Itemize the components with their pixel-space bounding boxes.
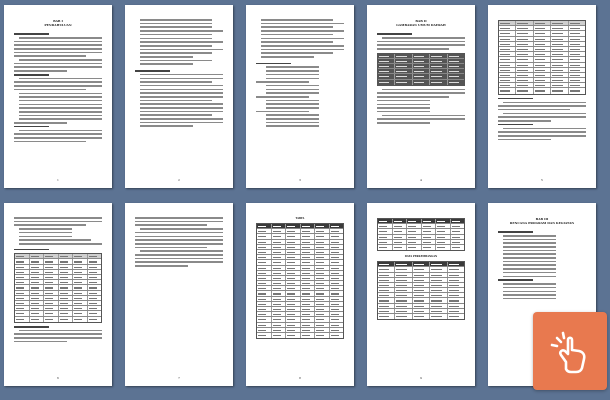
page-body (14, 215, 102, 344)
page-body (135, 17, 223, 129)
page-number: 1 (57, 178, 59, 182)
table-title: TABEL (295, 217, 305, 220)
page-number: 3 (299, 178, 301, 182)
chapter-title: PENDAHULUAN (44, 23, 72, 27)
tap-badge[interactable] (533, 312, 607, 390)
data-table (498, 20, 586, 95)
data-table (14, 253, 102, 322)
page-number: 4 (420, 178, 422, 182)
page-thumbnail-3[interactable] (246, 5, 354, 188)
page-thumbnail-7[interactable] (125, 203, 233, 386)
data-table (256, 223, 344, 339)
page-body (498, 17, 586, 142)
page-number: 9 (420, 376, 422, 380)
chapter-title: RENCANA PROGRAM DAN KEGIATAN (509, 221, 575, 225)
page-body (256, 217, 344, 342)
page-thumbnail-5[interactable] (488, 5, 596, 188)
page-thumbnail-6[interactable] (4, 203, 112, 386)
page-number: 6 (57, 376, 59, 380)
chapter-title: GAMBARAN UMUM DAERAH (396, 23, 446, 27)
chapter-heading: BAB III (535, 217, 549, 221)
page-thumbnail-9[interactable] (367, 203, 475, 386)
page-number: 8 (299, 376, 301, 380)
page-number: 5 (541, 178, 543, 182)
table-title: DATA PERKEMBANGAN (404, 255, 438, 259)
data-table (377, 53, 465, 86)
page-body (14, 31, 102, 144)
data-table-bottom (377, 261, 465, 320)
page-body (498, 229, 586, 302)
page-thumbnail-8[interactable] (246, 203, 354, 386)
chapter-heading: BAB II (415, 19, 427, 23)
chapter-heading: BAB I (53, 19, 63, 23)
page-body (377, 31, 465, 126)
page-thumbnail-1[interactable] (4, 5, 112, 188)
tap-hand-icon (548, 328, 592, 374)
page-thumbnail-4[interactable] (367, 5, 475, 188)
data-table-top (377, 218, 465, 251)
page-number: 2 (178, 178, 180, 182)
page-thumbnail-2[interactable] (125, 5, 233, 188)
page-body (256, 17, 344, 129)
page-number: 7 (178, 376, 180, 380)
page-body (135, 215, 223, 269)
page-body (377, 215, 465, 323)
